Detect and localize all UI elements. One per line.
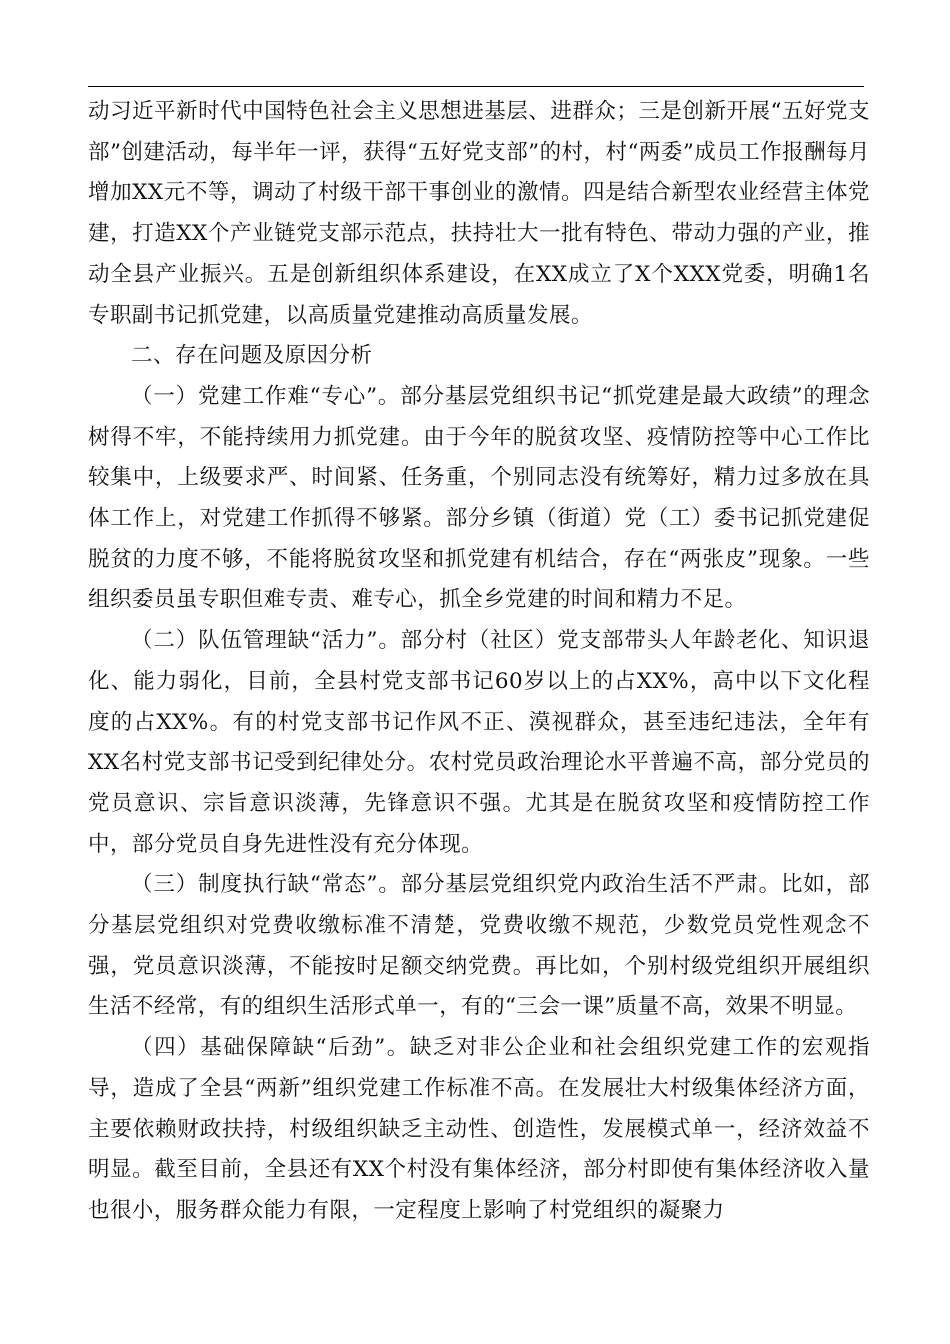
paragraph-issue-1: （一）党建工作难“专心”。部分基层党组织书记“抓党建是最大政绩”的理念树得不牢，不能持续用力抓党建。由于今年的脱贫攻坚、疫情防控等中心工作比较集中，上级要求严、时间紧、任务重，个别同志没有统筹好，精力过多放在具体工作上，对党建工作抓得不够紧。部分乡镇（街道）党（工）委书记抓党建促脱贫的力度不够，不能将脱贫攻坚和抓党建有机结合，存在“两张皮”现象。一些组织委员虽专职但难专责、难专心，抓全乡党建的时间和精力不足。 <box>88 383 870 613</box>
document-body <box>88 92 870 1232</box>
paragraph-issue-4: （四）基础保障缺“后劲”。缺乏对非公企业和社会组织党建工作的宏观指导，造成了全县“两新”组织党建工作标准不高。在发展壮大村级集体经济方面，主要依赖财政扶持，村级组织缺乏主动性、创造性，发展模式单一，经济效益不明显。截至目前，全县还有XX个村没有集体经济，部分村即使有集体经济收入量也很小，服务群众能力有限，一定程度上影响了村党组织的凝聚力 <box>88 1035 870 1223</box>
section-heading: 二、存在问题及原因分析 <box>131 343 373 369</box>
paragraph-issue-3: （三）制度执行缺“常态”。部分基层党组织党内政治生活不严肃。比如，部分基层党组织对党费收缴标准不清楚，党费收缴不规范，少数党员党性观念不强，党员意识淡薄，不能按时足额交纳党费。再比如，个别村级党组织开展组织生活不经常，有的组织生活形式单一，有的“三会一课”质量不高，效果不明显。 <box>88 872 870 1020</box>
paragraph-continuation: 动习近平新时代中国特色社会主义思想进基层、进群众；三是创新开展“五好党支部”创建活动，每半年一评，获得“五好党支部”的村，村“两委”成员工作报酬每月增加XX元不等，调动了村级干部干事创业的激情。四是结合新型农业经营主体党建，打造XX个产业链党支部示范点，扶持壮大一批有特色、带动力强的产业，推动全县产业振兴。五是创新组织体系建设，在XX成立了X个XXX党委，明确1名专职副书记抓党建，以高质量党建推动高质量发展。 <box>88 99 870 328</box>
header-rule <box>88 86 864 87</box>
paragraph-issue-2: （二）队伍管理缺“活力”。部分村（社区）党支部带头人年龄老化、知识退化、能力弱化，目前，全县村党支部书记60岁以上的占XX%，高中以下文化程度的占XX%。有的村党支部书记作风不正、漠视群众，甚至违纪违法，全年有XX名村党支部书记受到纪律处分。农村党员政治理论水平普遍不高，部分党员的党员意识、宗旨意识淡薄，先锋意识不强。尤其是在脱贫攻坚和疫情防控工作中，部分党员自身先进性没有充分体现。 <box>88 628 870 857</box>
